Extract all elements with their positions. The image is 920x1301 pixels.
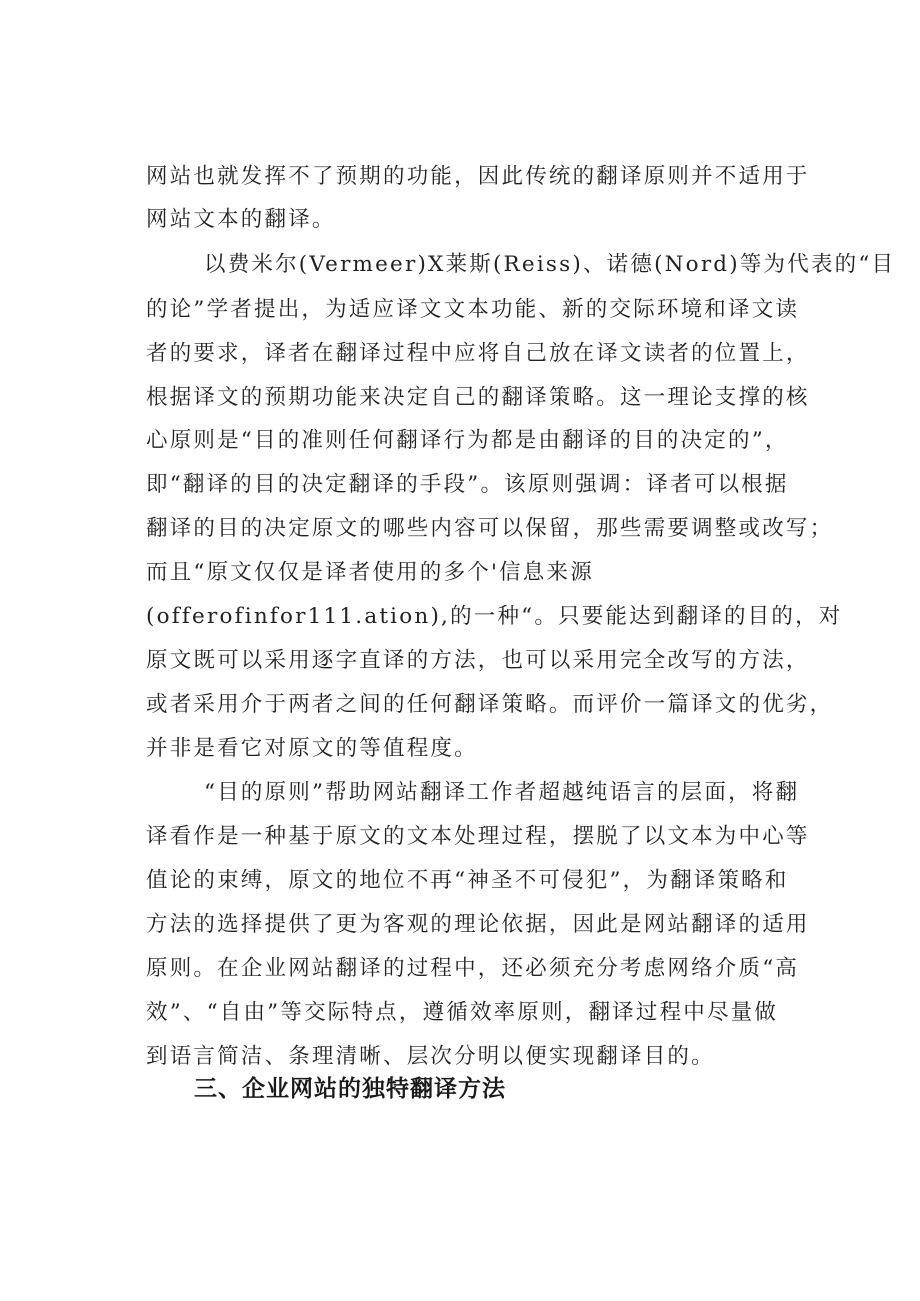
text-line: 效”、“自由”等交际特点，遵循效率原则，翻译过程中尽量做 [146, 1000, 779, 1025]
text-line: 的论”学者提出，为适应译文文本功能、新的交际环境和译文读 [146, 297, 800, 322]
text-line: 并非是看它对原文的等值程度。 [146, 736, 478, 761]
text-line: 值论的束缚，原文的地位不再“神圣不可侵犯”，为翻译策略和 [146, 868, 789, 893]
text-line: 原文既可以采用逐字直译的方法，也可以采用完全改写的方法， [146, 648, 810, 673]
text-line: 网站也就发挥不了预期的功能，因此传统的翻译原则并不适用于 [146, 164, 810, 189]
text-line: 到语言简洁、条理清晰、层次分明以便实现翻译目的。 [146, 1044, 715, 1069]
text-line: 或者采用介于两者之间的任何翻译策略。而评价一篇译文的优劣， [146, 692, 834, 717]
section-heading: 三、企业网站的独特翻译方法 [194, 1076, 506, 1102]
text-line: 根据译文的预期功能来决定自己的翻译策略。这一理论支撑的核 [146, 385, 810, 410]
text-line: (offerofinfor111.ation),的一种“。只要能达到翻译的目的，对 [146, 604, 843, 629]
text-line: 方法的选择提供了更为客观的理论依据，因此是网站翻译的适用 [146, 912, 810, 937]
text-line: 原则。在企业网站翻译的过程中，还必须充分考虑网络介质“高 [146, 956, 800, 981]
text-line: 者的要求，译者在翻译过程中应将自己放在译文读者的位置上， [146, 341, 810, 366]
text-line: “目的原则”帮助网站翻译工作者超越纯语言的层面，将翻 [204, 780, 800, 805]
text-line: 以费米尔(Vermeer)X莱斯(Reiss)、诺德(Nord)等为代表的“目 [204, 252, 896, 277]
text-line: 翻译的目的决定原文的哪些内容可以保留，那些需要调整或改写； [146, 516, 834, 541]
text-line: 即“翻译的目的决定翻译的手段”。该原则强调：译者可以根据 [146, 472, 789, 497]
text-line: 而且“原文仅仅是译者使用的多个'信息来源 [146, 560, 594, 585]
text-line: 心原则是“目的准则任何翻译行为都是由翻译的目的决定的”， [146, 428, 789, 453]
text-line: 译看作是一种基于原文的文本处理过程，摆脱了以文本为中心等 [146, 824, 810, 849]
text-line: 网站文本的翻译。 [146, 207, 336, 232]
